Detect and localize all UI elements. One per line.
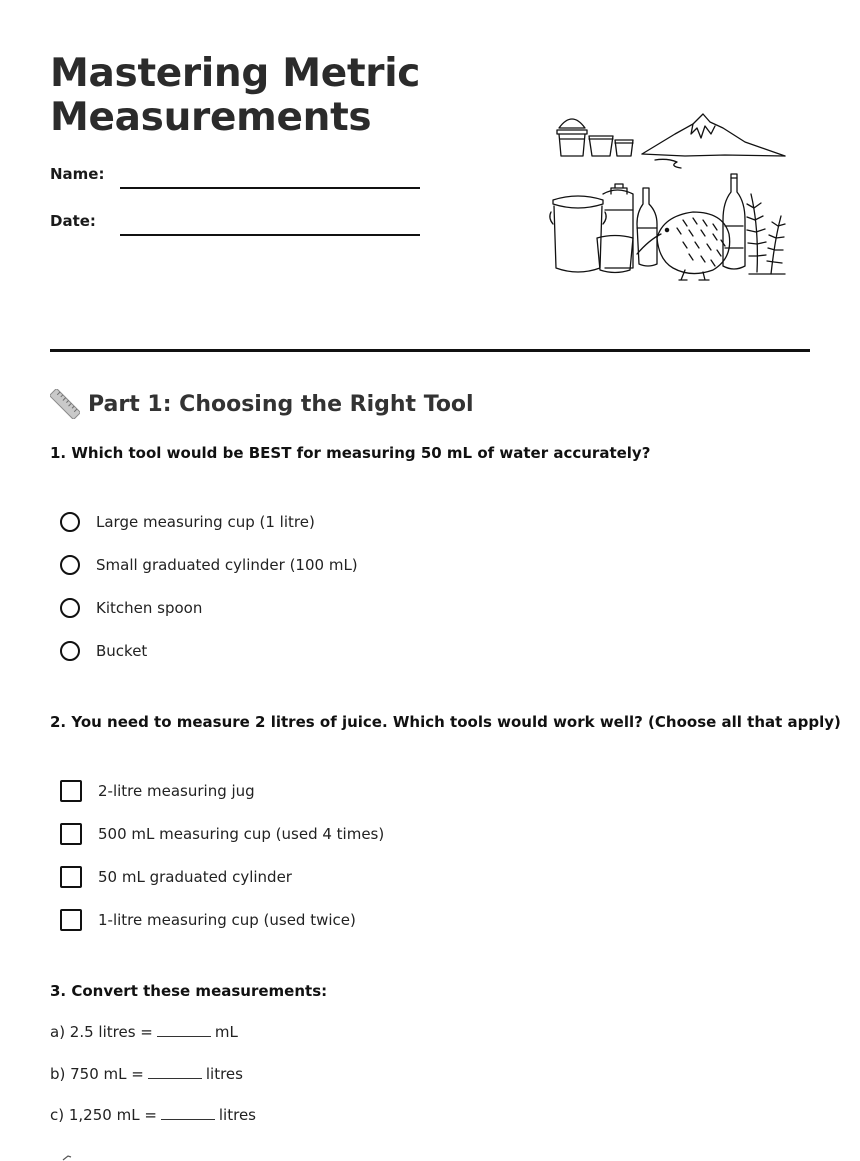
conversion-unit: litres (205, 1065, 243, 1083)
conversion-prompt: a) 2.5 litres = (50, 1023, 153, 1041)
option-label: Kitchen spoon (96, 599, 203, 617)
date-field[interactable] (120, 234, 420, 236)
answer-blank[interactable] (161, 1107, 215, 1120)
question-2: 2. You need to measure 2 litres of juice. Which tools would work well? (Choose all that apply) (50, 713, 841, 731)
option-label: 50 mL graduated cylinder (98, 868, 292, 886)
checkbox[interactable] (60, 909, 82, 931)
option-label: Large measuring cup (1 litre) (96, 513, 315, 531)
question-3: 3. Convert these measurements: (50, 982, 328, 1000)
conversion-item-b (50, 1065, 243, 1083)
measuring-containers-kiwi-illustration (545, 108, 795, 283)
name-field[interactable] (120, 187, 420, 189)
answer-blank[interactable] (148, 1066, 202, 1079)
part1-heading (50, 388, 474, 420)
option-label: Bucket (96, 642, 148, 660)
conversion-unit: mL (214, 1023, 238, 1041)
checkbox[interactable] (60, 866, 82, 888)
cut-off-icon (62, 1154, 72, 1161)
date-label: Date: (50, 212, 96, 230)
radio-button[interactable] (60, 598, 80, 618)
conversion-item-a (50, 1023, 238, 1041)
answer-blank[interactable] (157, 1024, 211, 1037)
radio-button[interactable] (60, 555, 80, 575)
conversion-item-c (50, 1106, 256, 1124)
conversion-prompt: b) 750 mL = (50, 1065, 144, 1083)
checkbox[interactable] (60, 780, 82, 802)
conversion-prompt: c) 1,250 mL = (50, 1106, 157, 1124)
checkbox[interactable] (60, 823, 82, 845)
q1-option-4[interactable] (60, 639, 147, 663)
name-label: Name: (50, 165, 105, 183)
q1-option-3[interactable] (60, 596, 202, 620)
q2-option-4[interactable] (60, 908, 356, 932)
q1-option-1[interactable] (60, 510, 315, 534)
option-label: 500 mL measuring cup (used 4 times) (98, 825, 385, 843)
question-1: 1. Which tool would be BEST for measuring 50 mL of water accurately? (50, 444, 651, 462)
part1-title: Part 1: Choosing the Right Tool (88, 391, 474, 417)
page-title: Mastering Metric Measurements (50, 51, 421, 140)
radio-button[interactable] (60, 512, 80, 532)
radio-button[interactable] (60, 641, 80, 661)
q2-option-2[interactable] (60, 822, 384, 846)
option-label: Small graduated cylinder (100 mL) (96, 556, 358, 574)
option-label: 1-litre measuring cup (used twice) (98, 911, 356, 929)
ruler-icon (50, 389, 80, 419)
conversion-unit: litres (218, 1106, 256, 1124)
section-divider (50, 349, 810, 352)
q2-option-1[interactable] (60, 779, 255, 803)
q1-option-2[interactable] (60, 553, 358, 577)
option-label: 2-litre measuring jug (98, 782, 255, 800)
q2-option-3[interactable] (60, 865, 292, 889)
